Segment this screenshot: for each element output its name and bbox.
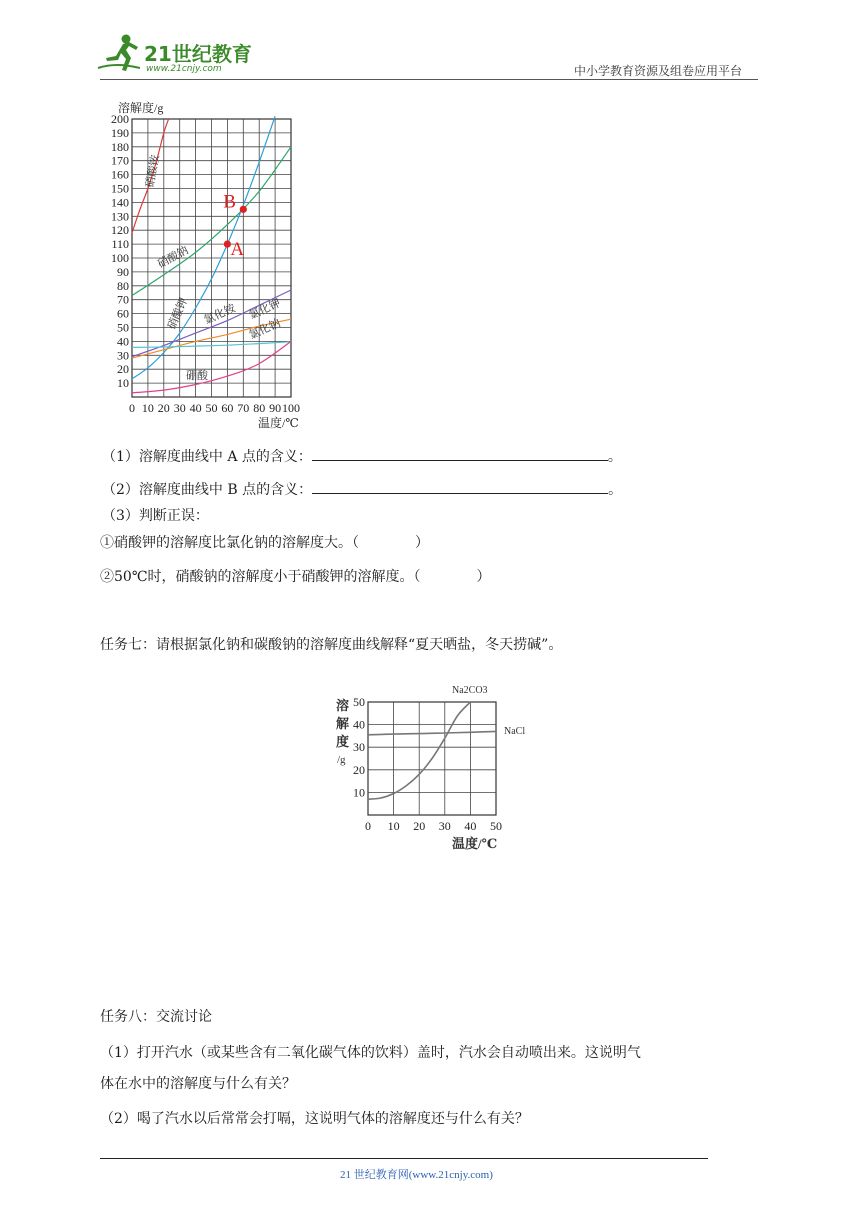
c1-x-tick-label: 10: [141, 401, 154, 415]
c1-y-tick-label: 200: [111, 112, 129, 126]
chart2-ylabel: [336, 698, 350, 766]
c2-x-tick-label: 50: [490, 819, 502, 833]
c2-x-tick-label: 0: [365, 819, 371, 833]
statement-2: ②50℃时，硝酸钠的溶解度小于硝酸钾的溶解度。（ ）: [100, 569, 491, 585]
question-2: [102, 479, 622, 500]
c1-x-tick-label: 60: [221, 401, 234, 415]
series-label-na2co3: Na2CO3: [452, 685, 488, 696]
c1-y-tick-label: 90: [117, 264, 129, 279]
c2-y-tick-label: 20: [353, 762, 365, 777]
point-b-marker: [240, 206, 247, 213]
c2-x-tick-label: 10: [387, 819, 400, 833]
c1-y-tick-label: 140: [111, 195, 129, 210]
c1-x-tick-label: 0: [129, 401, 135, 415]
c2-y-tick-label: 50: [353, 695, 365, 709]
c1-y-tick-label: 40: [117, 334, 129, 349]
question-1-end: 。: [607, 449, 622, 465]
curve-label-ammonium-chloride: 氯化铵: [202, 302, 238, 327]
point-b-label: B: [223, 191, 236, 213]
c1-y-tick-label: 160: [111, 167, 129, 182]
header-platform-text: 中小学教育资源及组卷应用平台: [574, 64, 743, 78]
c2-y-tick-label: 10: [353, 785, 365, 800]
c1-y-tick-label: 20: [117, 362, 129, 377]
task-8-q1-line2: 体在水中的溶解度与什么有关？: [100, 1076, 296, 1092]
c1-x-tick-label: 40: [189, 401, 202, 415]
statement-1: ①硝酸钾的溶解度比氯化钠的溶解度大。（ ）: [100, 535, 429, 551]
c1-x-tick-label: 90: [269, 401, 282, 415]
question-1-text: （1）溶解度曲线中 A 点的含义：: [102, 449, 312, 465]
c1-y-tick-label: 60: [117, 306, 129, 321]
question-3: （3）判断正误：: [102, 508, 209, 524]
logo-text: 21世纪教育: [144, 42, 252, 66]
chart2-ylabel-char-1: 溶: [336, 698, 350, 713]
c2-series-line-1: [368, 731, 496, 734]
footer-rule: [100, 1158, 708, 1159]
question-2-end: 。: [608, 482, 623, 498]
c1-y-tick-label: 130: [111, 209, 129, 224]
c1-x-tick-label: 50: [205, 401, 218, 415]
curve-label-potassium-chloride: 氯化钾: [247, 297, 283, 322]
c1-x-tick-label: 70: [237, 401, 250, 415]
c1-y-tick-label: 110: [111, 237, 129, 252]
curve-label-potassium-nitrate: 硝酸钾: [165, 296, 191, 332]
c1-x-tick-label: 80: [253, 401, 266, 415]
series-label-nacl: NaCl: [504, 726, 526, 737]
answer-blank-1[interactable]: [312, 446, 608, 461]
point-a-label: A: [230, 239, 245, 261]
curve-label-ammonium-nitrate: 硝酸铵: [144, 153, 162, 189]
curve-label-boric-acid: 硼酸: [186, 370, 208, 382]
task-8-q1-line1: （1）打开汽水（或某些含有二氧化碳气体的饮料）盖时，汽水会自动喷出来。这说明气: [100, 1045, 641, 1061]
c1-y-tick-label: 190: [111, 125, 129, 140]
c1-y-tick-label: 70: [117, 292, 129, 307]
chart2-ylabel-char-4: /g: [337, 754, 346, 766]
solubility-chart-main: [100, 96, 330, 434]
question-2-text: （2）溶解度曲线中 B 点的含义：: [102, 482, 313, 498]
curve-label-sodium-chloride: 氯化钠: [247, 317, 283, 342]
task-7-text: 任务七：请根据氯化钠和碳酸钠的溶解度曲线解释“夏天晒盐，冬天捞碱”。: [100, 637, 563, 653]
c2-x-tick-label: 20: [413, 819, 426, 833]
c1-y-tick-label: 180: [111, 139, 129, 154]
c1-x-tick-label: 100: [282, 401, 300, 415]
c2-x-tick-label: 40: [464, 819, 477, 833]
header-rule: [100, 79, 758, 80]
answer-blank-2[interactable]: [312, 479, 608, 494]
c1-x-tick-label: 20: [157, 401, 170, 415]
logo-url: www.21cnjy.com: [146, 64, 222, 74]
chart1-ylabel: 溶解度/g: [118, 101, 164, 115]
c1-y-tick-label: 10: [117, 376, 129, 391]
chart1-xlabel: 温度/℃: [258, 416, 299, 430]
c1-y-tick-label: 80: [117, 278, 129, 293]
c1-y-tick-label: 170: [111, 153, 129, 168]
c1-y-tick-label: 50: [117, 320, 129, 335]
c1-y-tick-label: 100: [111, 251, 129, 265]
runner-logo-icon: [96, 32, 142, 76]
c1-y-tick-label: 30: [117, 348, 129, 363]
curve-label-sodium-nitrate: 硝酸钠: [155, 244, 191, 271]
solubility-chart-na2co3-nacl: [330, 678, 540, 854]
chart2-ylabel-char-2: 解: [336, 716, 350, 731]
footer-text: 21 世纪教育网(www.21cnjy.com): [340, 1169, 493, 1181]
c1-y-tick-label: 120: [111, 223, 129, 238]
c1-x-tick-label: 30: [173, 401, 186, 415]
task-8-q2: （2）喝了汽水以后常常会打嗝，这说明气体的溶解度还与什么有关？: [100, 1111, 529, 1127]
chart2-ylabel-char-3: 度: [336, 734, 350, 749]
task-8-title: 任务八：交流讨论: [100, 1009, 212, 1025]
c2-y-tick-label: 30: [353, 740, 365, 755]
c1-y-tick-label: 150: [111, 181, 129, 196]
header-logo: [96, 32, 266, 78]
chart2-xlabel: 温度/℃: [452, 836, 498, 851]
c2-y-tick-label: 40: [353, 717, 365, 732]
question-1: [102, 446, 622, 467]
c2-x-tick-label: 30: [438, 819, 451, 833]
